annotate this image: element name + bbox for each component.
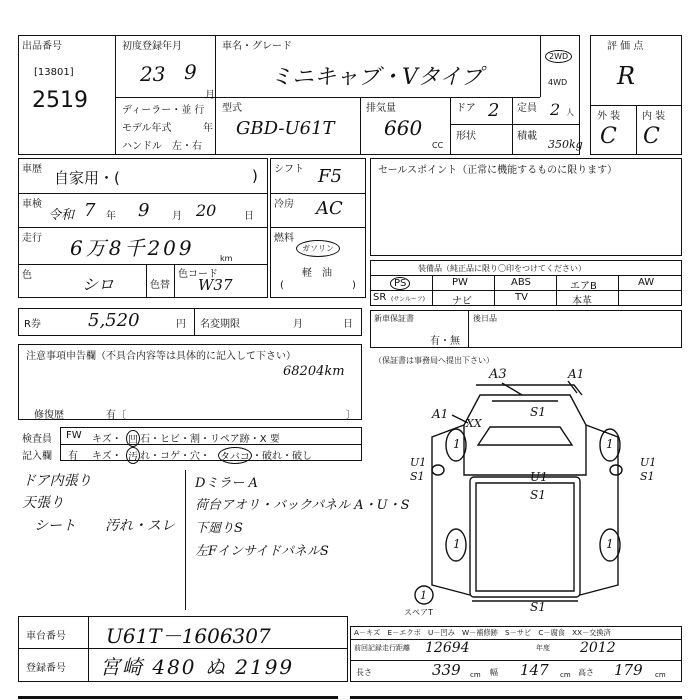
equip-leather: 本革 bbox=[572, 296, 592, 307]
model-divider bbox=[216, 97, 540, 98]
chassis-vdiv bbox=[88, 616, 89, 682]
ext-label: 外 装 bbox=[597, 111, 621, 122]
mileage-unit: km bbox=[220, 254, 233, 263]
color-vdiv2 bbox=[174, 264, 175, 298]
shift-value: F5 bbox=[318, 166, 342, 187]
mileage-value: 6万8千209 bbox=[70, 236, 195, 260]
later-label: 後日品 bbox=[473, 314, 497, 323]
engine-label: 排気量 bbox=[366, 103, 396, 114]
mirror-l bbox=[432, 465, 444, 475]
load-value: 350kg bbox=[548, 138, 583, 151]
front-bumper bbox=[476, 385, 582, 395]
equip-v3 bbox=[556, 275, 557, 306]
equip-pw: PW bbox=[452, 277, 468, 288]
mark-one-fr: 1 bbox=[606, 437, 614, 451]
mark-s1-center: S1 bbox=[530, 488, 546, 502]
rating-label: 評 価 点 bbox=[607, 41, 644, 52]
inspection-year: 7 bbox=[84, 200, 96, 221]
mark-one-fl: 1 bbox=[453, 437, 461, 451]
inspector-r2-b: 汚 bbox=[126, 447, 140, 464]
comment-left-1: ドア内張り bbox=[22, 473, 92, 489]
inspector-fw: FW bbox=[66, 430, 82, 441]
inspector-r2-d: タバコ bbox=[218, 447, 252, 464]
equip-abs: ABS bbox=[511, 277, 531, 288]
name-change-day: 日 bbox=[343, 319, 353, 330]
mark-one-rl: 1 bbox=[453, 537, 461, 551]
drive-divider bbox=[540, 35, 541, 97]
inspection-label: 車検 bbox=[22, 199, 42, 210]
plate-value: 宮崎 480 ぬ 2199 bbox=[100, 655, 295, 679]
history-div bbox=[18, 193, 268, 194]
name-change-month: 月 bbox=[293, 319, 303, 330]
cap-divider bbox=[512, 97, 513, 155]
color-no-label: 色替 bbox=[150, 280, 170, 291]
reg-label: 初度登録年月 bbox=[122, 41, 182, 52]
equip-v4 bbox=[618, 275, 619, 306]
equip-sr: SR bbox=[373, 292, 387, 303]
history-close: ) bbox=[252, 167, 258, 185]
recycle-unit: 円 bbox=[176, 319, 186, 330]
windshield bbox=[478, 427, 572, 445]
int-value: C bbox=[643, 124, 660, 149]
ac-value: AC bbox=[316, 198, 343, 219]
len-unit: cm bbox=[470, 671, 481, 679]
door-divider bbox=[450, 97, 451, 155]
inspector-label-1: 検査員 bbox=[22, 434, 52, 445]
rating-vdivider bbox=[636, 105, 637, 155]
year-value: 2012 bbox=[580, 640, 616, 656]
inspector-r2-a: キズ・ bbox=[92, 451, 122, 462]
legend-div bbox=[350, 639, 682, 640]
inspector-r1-a: キズ・ bbox=[92, 434, 122, 445]
len-label: 長さ bbox=[356, 668, 372, 677]
lot-code: [13801] bbox=[34, 67, 74, 78]
ext-value: C bbox=[600, 124, 617, 149]
lot-number: 2519 bbox=[32, 88, 88, 113]
comment-right-2: 荷台アオリ・バックパネル A・U・S bbox=[195, 498, 410, 513]
mark-xx: XX bbox=[466, 417, 482, 430]
inspector-r1-b: 凹 bbox=[126, 430, 140, 447]
equip-airbag: エアB bbox=[570, 281, 597, 292]
mark-a1-left: A1 bbox=[432, 407, 449, 421]
inspector-yes: 有 bbox=[68, 451, 78, 462]
repair-value: 有〔 bbox=[106, 410, 126, 421]
equip-navi: ナビ bbox=[452, 296, 472, 307]
recycle-box bbox=[18, 308, 362, 336]
repair-label: 修復歴 bbox=[34, 410, 64, 421]
mark-u1-right: U1 bbox=[640, 456, 657, 469]
inspection-year-s: 年 bbox=[106, 211, 116, 222]
color-label: 色 bbox=[22, 270, 32, 281]
type-label: 型式 bbox=[222, 103, 242, 114]
rec-label: 前回記録走行距離 bbox=[354, 644, 410, 652]
reg-year: 23 bbox=[140, 62, 166, 86]
mirror-r bbox=[610, 465, 622, 475]
warranty-value: 有・無 bbox=[430, 336, 460, 347]
recycle-value: 5,520 bbox=[88, 310, 140, 331]
fuel-paren-r: ) bbox=[352, 280, 356, 291]
mark-s1-left: S1 bbox=[410, 470, 425, 483]
dealer-year-label: モデル年式 bbox=[122, 123, 172, 134]
model-value: ミニキャブ・Vタイプ bbox=[270, 65, 483, 90]
equip-tv: TV bbox=[515, 292, 528, 303]
rating-value: R bbox=[617, 62, 636, 90]
engine-value: 660 bbox=[384, 116, 423, 140]
sales-label: セールスポイント（正常に機能するものに限ります） bbox=[378, 165, 618, 176]
cap-unit: 人 bbox=[566, 108, 574, 117]
ac-div bbox=[270, 227, 366, 228]
inspection-day: 20 bbox=[196, 201, 217, 220]
mark-one-rr: 1 bbox=[606, 537, 614, 551]
mark-s1-top: S1 bbox=[530, 405, 546, 419]
cab-outline bbox=[464, 395, 586, 475]
mark-s1-right: S1 bbox=[640, 470, 655, 483]
wid-unit: cm bbox=[560, 671, 571, 679]
mark-a3: A3 bbox=[489, 367, 507, 382]
comment-right-4: 左FインサイドパネルS bbox=[195, 544, 329, 559]
warranty-box bbox=[370, 310, 682, 348]
fuel-gas: ガソリン bbox=[296, 240, 340, 257]
recycle-label: R券 bbox=[24, 319, 41, 330]
dealer-label: ディーラー・並 行 bbox=[122, 105, 205, 116]
bed-inner bbox=[476, 483, 574, 591]
legend-text: A－キズ E－エクボ U－凹み W－補修跡 S－サビ C－腐食 XX－交換済 bbox=[354, 628, 611, 637]
spare-label: スペアT bbox=[404, 608, 433, 617]
mile-div bbox=[18, 264, 268, 265]
mark-a1-top: A1 bbox=[568, 367, 585, 381]
bed bbox=[470, 477, 580, 597]
dealer-year-suffix: 年 bbox=[203, 123, 213, 134]
color-vdiv bbox=[146, 264, 147, 298]
inspector-r2-e: ・破れ・破し bbox=[252, 451, 312, 462]
equip-v2 bbox=[494, 275, 495, 306]
door-hdivider bbox=[450, 124, 580, 125]
hgt-label: 高さ bbox=[578, 668, 594, 677]
inspector-r2-c: れ・コゲ・穴・ bbox=[140, 451, 210, 462]
warranty-vdiv bbox=[468, 310, 469, 348]
inspection-day-s: 日 bbox=[244, 211, 254, 222]
equip-div2 bbox=[370, 290, 682, 291]
engine-unit: CC bbox=[432, 141, 444, 150]
name-change-label: 名変期限 bbox=[200, 319, 240, 330]
fuel-label: 燃料 bbox=[274, 233, 294, 244]
model-label: 車名・グレード bbox=[222, 41, 292, 52]
int-label: 内 装 bbox=[642, 111, 666, 122]
wid-label: 幅 bbox=[490, 668, 498, 677]
plate-label: 登録番号 bbox=[26, 663, 66, 674]
ac-label: 冷房 bbox=[274, 199, 294, 210]
equip-div1 bbox=[370, 275, 682, 276]
bottom-rule-right bbox=[350, 696, 682, 699]
notes-mileage: 68204km bbox=[283, 364, 345, 379]
fuel-paren-l: ( bbox=[280, 280, 284, 291]
year-label: 年度 bbox=[536, 644, 550, 652]
mark-spare-one: 1 bbox=[420, 589, 427, 602]
mileage-label: 走行 bbox=[22, 233, 42, 244]
history-label: 車歴 bbox=[22, 164, 42, 175]
comments-divider bbox=[185, 470, 186, 610]
color-value: シロ bbox=[82, 275, 115, 294]
recycle-vdiv bbox=[194, 308, 195, 336]
cap-label: 定員 bbox=[517, 103, 537, 114]
reg-month-suffix: 月 bbox=[205, 90, 215, 101]
load-label: 積載 bbox=[517, 131, 537, 142]
drive-2wd: 2WD bbox=[545, 50, 572, 63]
rec-value: 12694 bbox=[425, 640, 470, 656]
equip-ps: PS bbox=[390, 277, 410, 290]
engine-divider bbox=[360, 97, 361, 155]
color-code-label: 色コード bbox=[178, 269, 218, 280]
fuel-diesel: 軽 油 bbox=[302, 268, 332, 279]
hgt-value: 179 bbox=[614, 661, 643, 679]
chassis-label: 車台番号 bbox=[26, 631, 66, 642]
door-label: ドア bbox=[456, 103, 476, 114]
bottom-rule-left bbox=[18, 696, 338, 699]
inspection-era: 令和 bbox=[48, 208, 75, 223]
insp-div bbox=[18, 227, 268, 228]
history-value: 自家用・( bbox=[54, 169, 120, 187]
lot-label: 出品番号 bbox=[22, 41, 62, 52]
shape-label: 形状 bbox=[456, 131, 476, 142]
diagram-label: （保証書は事務局へ提出下さい） bbox=[374, 356, 494, 365]
wid-value: 147 bbox=[520, 661, 549, 679]
equip-v1 bbox=[432, 275, 433, 306]
reg-divider bbox=[116, 97, 216, 98]
mark-u1-center: U1 bbox=[530, 470, 548, 484]
len-value: 339 bbox=[432, 661, 461, 679]
hgt-unit: cm bbox=[655, 671, 666, 679]
chassis-value: U61T－1606307 bbox=[106, 624, 271, 648]
mark-u1-left: U1 bbox=[410, 456, 427, 469]
inspector-r1-c: 石・ヒビ・割・リペア跡・X 要 bbox=[140, 434, 280, 445]
door-value: 2 bbox=[488, 100, 500, 121]
inspection-month: 9 bbox=[138, 200, 150, 221]
comment-right-3: 下廻りS bbox=[195, 521, 243, 536]
reg-month: 9 bbox=[184, 60, 197, 84]
mark-s1-bottom: S1 bbox=[530, 600, 546, 614]
comment-left-4: 汚れ・スレ bbox=[105, 518, 175, 534]
color-code-value: W37 bbox=[198, 276, 233, 294]
type-value: GBD-U61T bbox=[236, 118, 335, 139]
cap-value: 2 bbox=[550, 100, 561, 119]
drive-4wd: 4WD bbox=[548, 78, 568, 87]
equip-aw: AW bbox=[638, 277, 655, 288]
equip-sr-sub: (サンルーフ) bbox=[391, 296, 425, 303]
comment-right-1: Dミラー A bbox=[195, 476, 258, 491]
inspection-month-s: 月 bbox=[172, 211, 182, 222]
comment-left-3: シート bbox=[34, 518, 76, 534]
handle-label: ハンドル 左・右 bbox=[122, 141, 202, 152]
notes-label: 注意事項申告欄（不具合内容等は具体的に記入して下さい） bbox=[26, 351, 296, 362]
car-diagram bbox=[372, 365, 682, 615]
comment-left-2: 天張り bbox=[22, 495, 64, 511]
equip-label: 装備品（純正品に限り〇印をつけてください） bbox=[418, 264, 586, 273]
shift-div bbox=[270, 193, 366, 194]
warranty-label: 新車保証書 bbox=[374, 314, 414, 323]
repair-close: 〕 bbox=[346, 410, 356, 421]
shift-label: シフト bbox=[274, 164, 304, 175]
inspector-label-2: 記入欄 bbox=[22, 451, 52, 462]
